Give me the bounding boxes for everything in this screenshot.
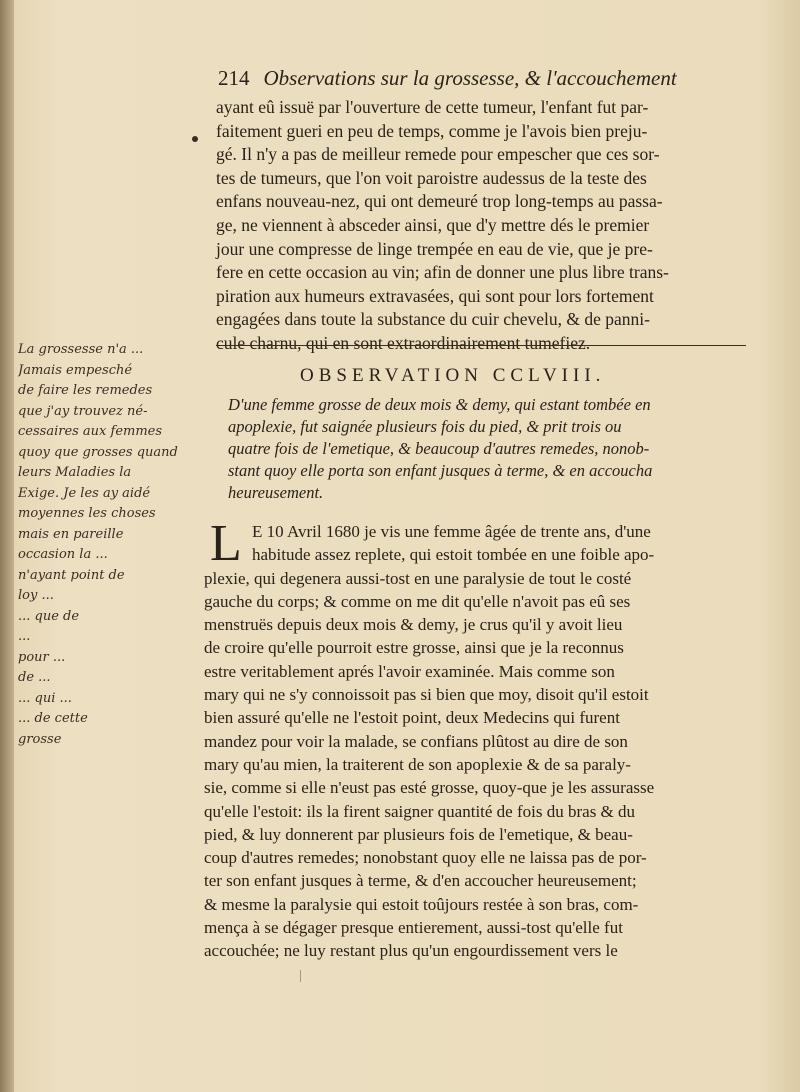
body-line: ter son enfant jusques à terme, & d'en accoucher heureusement; <box>204 871 637 891</box>
drop-cap: L <box>210 515 242 572</box>
margin-note-line: quoy que grosses quand <box>18 444 178 460</box>
margin-note-line: ... de cette <box>18 711 88 726</box>
body-line: gauche du corps; & comme on me dit qu'elle n'avoit pas eû ses <box>204 591 631 611</box>
margin-note-line: Jamais empesché <box>18 362 133 378</box>
body-line: E 10 Avril 1680 je vis une femme âgée de trente ans, d'une <box>252 522 651 541</box>
margin-note-line: de faire les remedes <box>18 383 153 398</box>
text-line: fere en cette occasion au vin; afin de donner une plus libre trans- <box>216 262 669 283</box>
ink-dot-mark <box>192 136 198 142</box>
running-header <box>218 66 718 91</box>
text-line: cule charnu, qui en sont extraordinairement tumefiez. <box>216 332 591 353</box>
body-line: sie, comme si elle n'eust pas esté grosse, quoy-que je les assurasse <box>204 778 655 798</box>
body-line: estre veritablement aprés l'avoir examinée. Mais comme son <box>204 661 615 681</box>
margin-note-line: moyennes les choses <box>18 506 156 521</box>
margin-note-line: de ... <box>18 670 51 685</box>
body-line: de croire qu'elle pourroit estre grosse, ainsi que je la reconnus <box>204 638 624 658</box>
body-line: pied, & luy donnerent par plusieurs fois de l'emetique, & beau- <box>204 824 633 844</box>
text-line: ge, ne viennent à absceder ainsi, que d'y mettre dés le premier <box>216 214 650 235</box>
margin-note-line: leurs Maladies la <box>18 465 132 480</box>
summary-line: stant quoy elle porta son enfant jusques à terme, & en accoucha <box>228 461 653 480</box>
body-line: mary qui ne s'y connoissoit pas si bien que moy, disoit qu'il estoit <box>204 685 649 705</box>
text-line: faitement gueri en peu de temps, comme je l'avois bien preju- <box>216 120 648 141</box>
summary-line: apoplexie, fut saignée plusieurs fois du pied, & prit trois ou <box>228 417 622 436</box>
text-line: ayant eû issuë par l'ouverture de cette tumeur, l'enfant fut par- <box>216 97 649 117</box>
text-line: piration aux humeurs extravasées, qui sont pour lors fortement <box>216 285 654 306</box>
previous-observation-text <box>216 96 746 356</box>
running-title: Observations sur la grossesse, & l'accouchement <box>263 66 677 90</box>
handwritten-margin-notes <box>18 340 218 750</box>
body-line: & mesme la paralysie qui estoit toûjours restée à son bras, com- <box>204 894 639 914</box>
margin-note-line: cessaires aux femmes <box>18 424 163 439</box>
margin-note-line: loy ... <box>18 588 54 603</box>
margin-note-line: mais en pareille <box>18 526 124 542</box>
summary-line: D'une femme grosse de deux mois & demy, qui estant tombée en <box>228 395 651 414</box>
body-line: menstruës depuis deux mois & demy, je crus qu'il y avoit lieu <box>204 615 623 635</box>
margin-note-line: n'ayant point de <box>18 567 125 583</box>
body-line: mandez pour voir la malade, se confians plûtost au dire de son <box>204 731 628 751</box>
summary-line: quatre fois de l'emetique, & beaucoup d'autres remedes, nonob- <box>228 439 650 458</box>
text-line: tes de tumeurs, que l'on voit paroistre audessus de la teste des <box>216 167 647 188</box>
margin-note-line: grosse <box>18 731 62 747</box>
margin-note-line: ... que de <box>18 608 80 624</box>
body-line: bien assuré qu'elle ne l'estoit point, deux Medecins qui furent <box>204 708 620 728</box>
text-line: enfans nouveau-nez, qui ont demeuré trop long-temps au passa- <box>216 191 663 212</box>
margin-note-line: ... qui ... <box>18 690 72 706</box>
margin-note-line: occasion la ... <box>18 547 108 562</box>
body-line: coup d'autres remedes; nonobstant quoy elle ne laissa pas de por- <box>204 848 647 868</box>
page-binding-edge <box>0 0 14 1092</box>
body-line: habitude assez replete, qui estoit tombée en une foible apo- <box>252 545 655 565</box>
observation-summary <box>228 394 748 504</box>
stray-ink-mark <box>300 970 307 982</box>
body-line: mença à se dégager presque entierement, aussi-tost qu'elle fut <box>204 918 623 938</box>
body-line: qu'elle l'estoit: ils la firent saigner quantité de fois du bras & du <box>204 801 636 821</box>
observation-body <box>204 515 746 963</box>
margin-note-line: pour ... <box>18 649 66 665</box>
text-line: jour une compresse de linge trempée en eau de vie, que je pre- <box>216 238 653 259</box>
body-line: plexie, qui degenera aussi-tost en une paralysie de tout le costé <box>204 568 632 588</box>
text-line: engagées dans toute la substance du cuir chevelu, & de panni- <box>216 309 650 330</box>
margin-note-line: Exige. Je les ay aidé <box>18 485 151 501</box>
section-divider <box>216 345 746 346</box>
body-line: mary qu'au mien, la traiterent de son apoplexie & de sa paraly- <box>204 754 631 774</box>
margin-note-line: que j'ay trouvez né- <box>18 403 148 419</box>
body-line: accouchée; ne luy restant plus qu'un engourdissement vers le <box>204 941 618 961</box>
margin-note-line: ... <box>18 629 31 644</box>
margin-note-line: La grossesse n'a ... <box>18 342 144 357</box>
summary-line: heureusement. <box>228 483 324 502</box>
page-number: 214 <box>218 66 250 90</box>
text-line: gé. Il n'y a pas de meilleur remede pour empescher que ces sor- <box>216 144 660 165</box>
observation-title: OBSERVATION CCLVIII. <box>300 365 606 386</box>
